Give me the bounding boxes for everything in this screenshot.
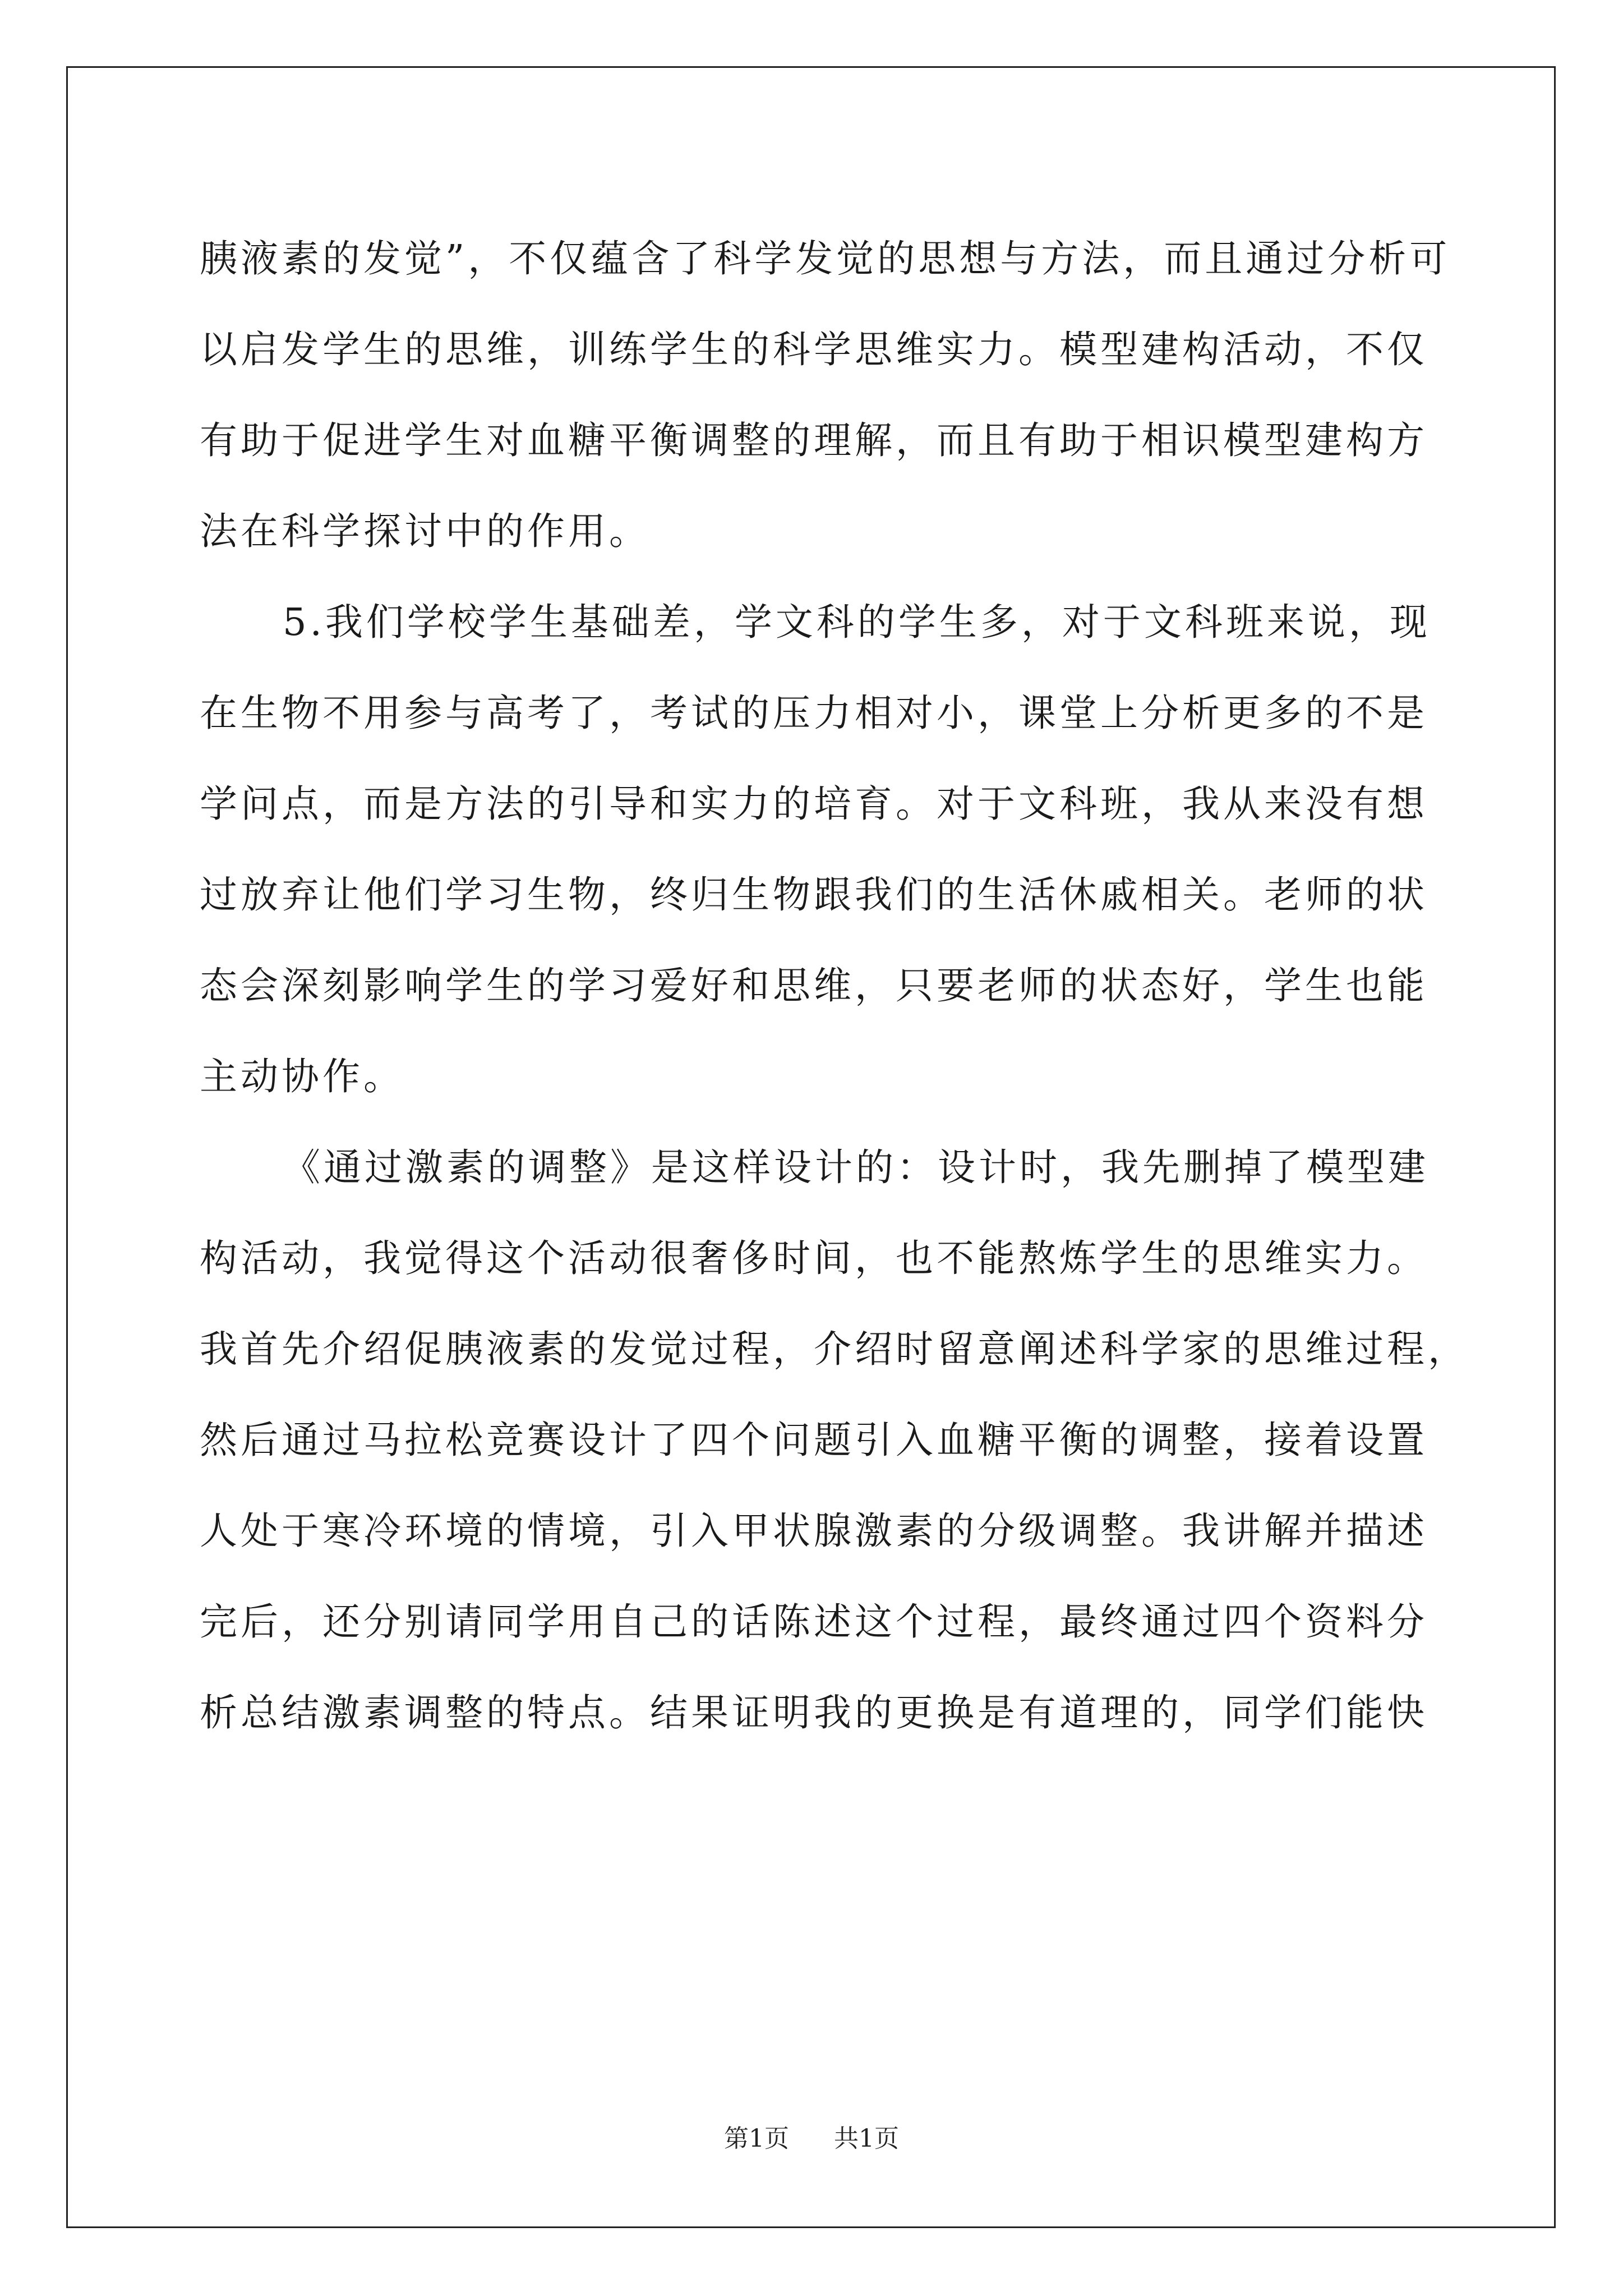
text-line: 然后通过马拉松竞赛设计了四个问题引入血糖平衡的调整，接着设置: [200, 1418, 1428, 1462]
text-line: 主动协作。: [200, 1055, 404, 1098]
paragraph-1: [200, 213, 1451, 577]
text-line: 人处于寒冷环境的情境，引入甲状腺激素的分级调整。我讲解并描述: [200, 1509, 1428, 1553]
page-number: 第1页: [724, 2124, 789, 2153]
text-line: 《通过激素的调整》是这样设计的：设计时，我先删掉了模型建: [283, 1145, 1429, 1189]
text-line: 完后，还分别请同学用自己的话陈述这个过程，最终通过四个资料分: [200, 1600, 1428, 1644]
text-line: 态会深刻影响学生的学习爱好和思维，只要老师的状态好，学生也能: [200, 964, 1428, 1007]
text-line: 在生物不用参与高考了，考试的压力相对小，课堂上分析更多的不是: [200, 691, 1428, 735]
text-line: 法在科学探讨中的作用。: [200, 509, 650, 553]
text-line: 有助于促进学生对血糖平衡调整的理解，而且有助于相识模型建构方: [200, 418, 1428, 462]
paragraph-2: [200, 577, 1431, 1122]
page-total: 共1页: [834, 2124, 899, 2153]
text-line: 学问点，而是方法的引导和实力的培育。对于文科班，我从来没有想: [200, 782, 1428, 826]
document-body: [200, 213, 1469, 1758]
text-line: 5.我们学校学生基础差，学文科的学生多，对于文科班来说，现: [283, 600, 1431, 644]
text-line: 以启发学生的思维，训练学生的科学思维实力。模型建构活动，不仅: [200, 328, 1428, 371]
page-footer: [0, 2118, 1623, 2154]
text-line: 构活动，我觉得这个活动很奢侈时间，也不能熬炼学生的思维实力。: [200, 1236, 1428, 1280]
text-line: 胰液素的发觉”，不仅蕴含了科学发觉的思想与方法，而且通过分析可: [200, 237, 1451, 280]
text-line: 析总结激素调整的特点。结果证明我的更换是有道理的，同学们能快: [200, 1691, 1428, 1734]
text-line: 我首先介绍促胰液素的发觉过程，介绍时留意阐述科学家的思维过程，: [200, 1327, 1469, 1371]
text-line: 过放弃让他们学习生物，终归生物跟我们的生活休戚相关。老师的状: [200, 873, 1428, 917]
paragraph-3: [200, 1122, 1469, 1758]
